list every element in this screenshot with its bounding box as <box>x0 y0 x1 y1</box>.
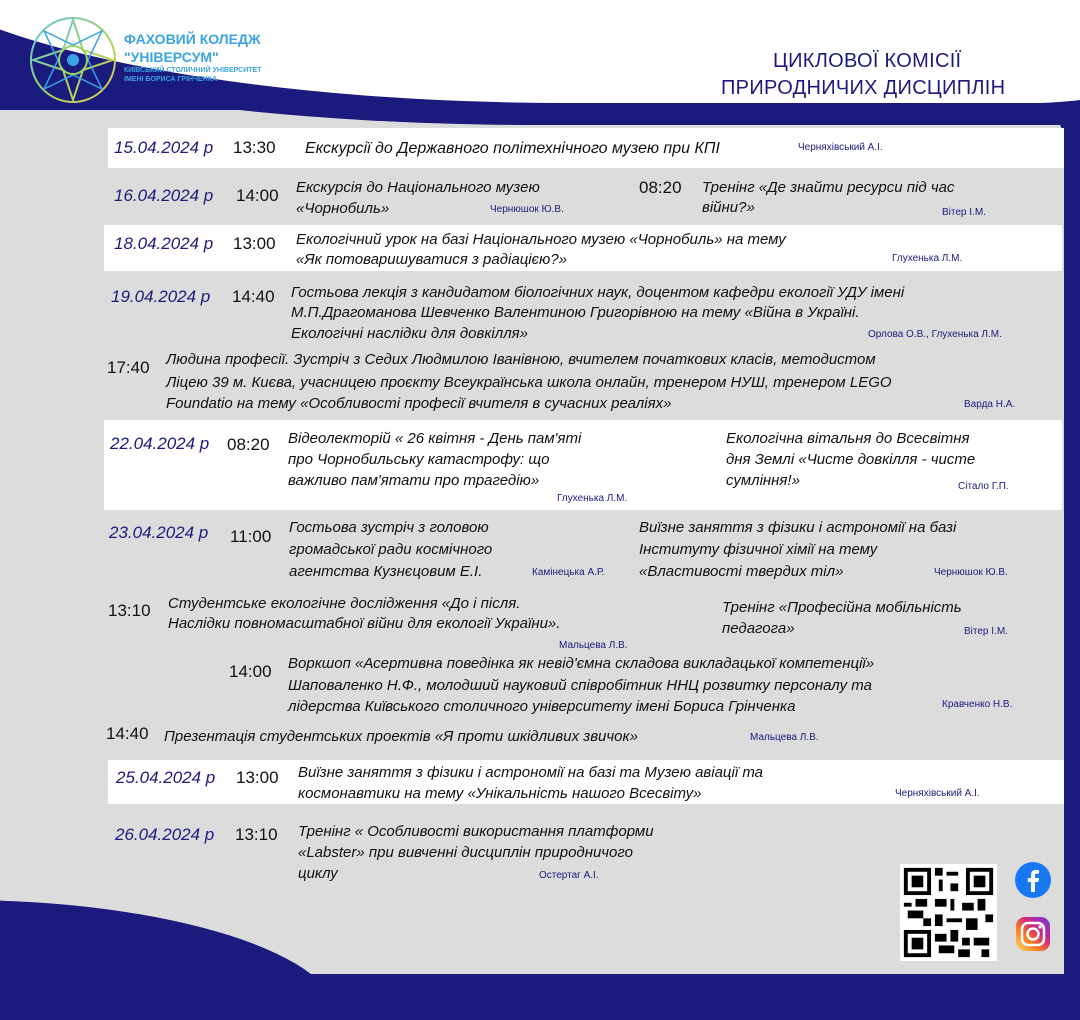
event-26-resp: Остертаг А.І. <box>539 870 599 881</box>
date-25: 25.04.2024 р <box>116 768 216 787</box>
event-23c-text-2: Наслідки повномасштабної війни для екології України». <box>168 615 561 632</box>
event-19-text-3: Екологічні наслідки для довкілля» <box>291 325 529 342</box>
event-25-resp: Черняхівський А.І. <box>895 788 980 799</box>
logo-star-icon <box>28 15 118 105</box>
page-title: ДЕКАДА <box>488 6 642 47</box>
logo-line-1: ФАХОВИЙ КОЛЕДЖ <box>124 31 261 47</box>
event-23e-text-2: Шаповаленко Н.Ф., молодший науковий співробітник ННЦ розвитку персоналу та <box>288 677 872 694</box>
event-16b-text-1: Тренінг «Де знайти ресурси під час <box>702 179 955 196</box>
qr-code-icon <box>900 864 997 961</box>
event-26-text-1: Тренінг « Особливості використання платформи <box>298 823 654 840</box>
date-15: 15.04.2024 р <box>114 138 214 157</box>
event-23d-text-1: Тренінг «Професійна мобільність <box>722 599 962 616</box>
event-23e-text-1: Воркшоп «Асертивна поведінка як невід'ємна складова викладацької компетенції» <box>288 655 875 672</box>
event-15-text: Екскурсії до Державного політехнічного музею при КПІ <box>305 140 720 157</box>
subtitle-line-1: ЦИКЛОВОЇ КОМІСІЇ <box>773 50 962 72</box>
event-16b-text-2: війни?» <box>702 199 755 216</box>
event-23-text-3: агентства Кузнєцовим Е.І. <box>289 563 483 580</box>
event-25-text-1: Виїзне заняття з фізики і астрономії на базі та Музею авіації та <box>298 764 764 781</box>
event-23e-text-3: лідерства Київського столичного університету імені Бориса Грінченка <box>288 698 796 715</box>
event-16-text-1: Екскурсія до Національного музею <box>296 179 540 196</box>
event-18-text-2: «Як потоваришуватися з радіацією?» <box>296 251 568 268</box>
event-23b-text-3: «Властивості твердих тіл» <box>639 563 844 580</box>
event-18-resp: Глухенька Л.М. <box>892 253 963 264</box>
college-logo <box>28 15 118 105</box>
event-23f-resp: Мальцева Л.В. <box>750 732 819 743</box>
event-23b-text-1: Виїзне заняття з фізики і астрономії на базі <box>639 519 957 536</box>
time-19: 14:40 <box>232 287 275 306</box>
logo-line-2: "УНІВЕРСУМ" <box>124 49 219 65</box>
event-23d-text-2: педагога» <box>722 620 795 637</box>
subtitle-line-2: ПРИРОДНИЧИХ ДИСЦИПЛІН <box>721 77 1006 99</box>
time-16: 14:00 <box>236 186 279 205</box>
time-18: 13:00 <box>233 234 276 253</box>
event-22-text-1: Відеолекторій « 26 квітня - День пам'яті <box>288 430 582 447</box>
time-15: 13:30 <box>233 138 276 157</box>
time-25: 13:00 <box>236 768 279 787</box>
time-22: 08:20 <box>227 435 270 454</box>
time-16-2: 08:20 <box>639 178 682 197</box>
instagram-icon[interactable] <box>1015 916 1051 952</box>
event-15-resp: Черняхівський А.І. <box>798 142 883 153</box>
event-22b-text-2: дня Землі «Чисте довкілля - чисте <box>726 451 976 468</box>
event-22-text-3: важливо пам'ятати про трагедію» <box>288 472 540 489</box>
event-22b-text-1: Екологічна вітальня до Всесвітня <box>726 430 970 447</box>
event-23-text-2: громадської ради космічного <box>289 541 493 558</box>
event-22-text-2: про Чорнобильську катастрофу: що <box>288 451 550 468</box>
event-26-text-3: циклу <box>298 865 338 882</box>
logo-line-3: КИЇВСЬКИЙ СТОЛИЧНИЙ УНІВЕРСИТЕТ <box>124 67 262 74</box>
event-19-text-1: Гостьова лекція з кандидатом біологічних наук, доцентом кафедри екології УДУ імені <box>291 284 905 301</box>
event-23-resp: Камінецька А.Р. <box>532 567 605 578</box>
event-19b-resp: Варда Н.А. <box>964 399 1016 410</box>
event-16b-resp: Вітер І.М. <box>942 207 986 218</box>
logo-line-4: ІМЕНІ БОРИСА ГРІНЧЕНКА <box>124 76 218 83</box>
event-19b-text-1: Людина професії. Зустріч з Седих Людмилою Іванівною, вчителем початкових класів, методистом <box>166 351 876 368</box>
event-19b-text-2: Ліцею 39 м. Києва, учасницею проєкту Всеукраїнська школа онлайн, тренером НУШ, тренером LEGO <box>166 374 892 391</box>
date-22: 22.04.2024 р <box>110 434 210 453</box>
event-16-resp: Чернюшок Ю.В. <box>490 204 564 215</box>
date-26: 26.04.2024 р <box>115 825 215 844</box>
event-16-text-2: «Чорнобиль» <box>296 200 390 217</box>
date-19: 19.04.2024 р <box>111 287 211 306</box>
event-23e-resp: Кравченко Н.В. <box>942 699 1013 710</box>
time-23-3: 13:10 <box>108 601 151 620</box>
facebook-icon[interactable] <box>1014 861 1052 899</box>
event-19-resp: Орлова О.В., Глухенька Л.М. <box>868 329 1002 340</box>
event-23b-resp: Чернюшок Ю.В. <box>934 567 1008 578</box>
time-19-2: 17:40 <box>107 358 150 377</box>
event-19b-text-3: Foundatio на тему «Особливості професії вчителя в сучасних реаліях» <box>166 395 672 412</box>
date-18: 18.04.2024 р <box>114 234 214 253</box>
instagram-icon-graphic <box>1015 916 1051 952</box>
event-22b-text-3: сумління!» <box>726 472 800 489</box>
date-16: 16.04.2024 р <box>114 186 214 205</box>
time-26: 13:10 <box>235 825 278 844</box>
event-19-text-2: М.П.Драгоманова Шевченко Валентиною Григорівною на тему «Війна в Україні. <box>291 304 860 321</box>
event-23d-resp: Вітер І.М. <box>964 626 1008 637</box>
event-25-text-2: космонавтики на тему «Унікальність нашого Всесвіту» <box>298 785 702 802</box>
facebook-icon-graphic <box>1014 861 1052 899</box>
event-22-resp: Глухенька Л.М. <box>557 493 628 504</box>
time-23-6: 14:40 <box>106 724 149 743</box>
date-23: 23.04.2024 р <box>109 523 209 542</box>
event-18-text-1: Екологічний урок на базі Національного музею «Чорнобиль» на тему <box>296 231 786 248</box>
qr-code[interactable] <box>900 864 997 961</box>
event-23b-text-2: Інституту фізичної хімії на тему <box>639 541 878 558</box>
event-23c-resp: Мальцева Л.В. <box>559 640 628 651</box>
time-23-5: 14:00 <box>229 662 272 681</box>
event-23-text-1: Гостьова зустріч з головою <box>289 519 489 536</box>
event-22b-resp: Сітало Г.П. <box>958 481 1009 492</box>
event-23f-text: Презентація студентських проектів «Я проти шкідливих звичок» <box>164 728 638 745</box>
time-23: 11:00 <box>230 527 272 546</box>
event-26-text-2: «Labster» при вивченні дисциплін природничого <box>298 844 633 861</box>
event-23c-text-1: Студентське екологічне дослідження «До і після. <box>168 595 521 612</box>
